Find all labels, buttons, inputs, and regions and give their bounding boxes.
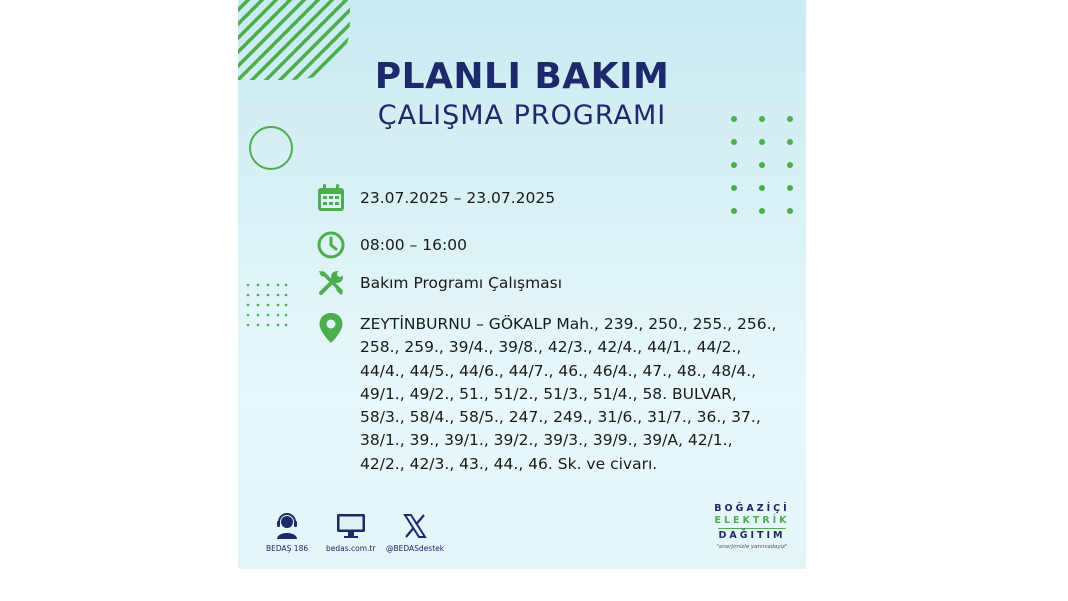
page-title: PLANLI BAKIM [374,56,670,97]
map-pin-icon [316,311,346,345]
page-subtitle: ÇALIŞMA PROGRAMI [377,100,667,131]
location-line: 42/2., 42/3., 43., 44., 46. Sk. ve civarı. [360,454,658,473]
announcement-card [238,0,806,569]
logo-line-1: BOĞAZİÇİ [714,503,790,514]
location-line: ZEYTİNBURNU – GÖKALP Mah., 239., 250., 255., 256., [360,315,777,333]
logo-tagline: "enerjimizle yanınızdayız" [716,544,788,550]
location-line: 49/1., 49/2., 51., 51/2., 51/3., 51/4., 58. BULVAR, [360,384,737,403]
website-contact[interactable] [326,512,375,553]
social-label: @BEDASdestek [386,544,445,553]
logo-divider [718,528,786,529]
dot-grid-decoration-left [246,283,288,327]
company-logo [712,503,792,550]
date-range: 23.07.2025 – 23.07.2025 [360,189,556,207]
location-line: 58/3., 58/4., 58/5., 247., 249., 31/6., 31/7., 36., 37., [360,408,761,427]
logo-line-3: DAĞITIM [718,530,786,541]
headset-agent-icon [273,512,301,540]
location-list [360,313,790,476]
time-row [316,230,467,260]
callcenter-label: BEDAŞ 186 [266,544,309,553]
callcenter-contact [266,512,308,553]
location-line: 38/1., 39., 39/1., 39/2., 39/3., 39/9., 39/A, 42/1., [360,431,733,450]
calendar-icon [316,183,346,213]
location-line: 44/4., 44/5., 44/6., 44/7., 46., 46/4., 47., 48., 48/4., [360,361,757,380]
monitor-icon [336,512,366,540]
x-logo-icon [401,512,429,540]
date-row [316,183,555,213]
location-line: 258., 259., 39/4., 39/8., 42/3., 42/4., 44/1., 44/2., [360,338,742,357]
wrench-screwdriver-icon [316,268,346,298]
logo-line-2: ELEKTRİK [714,515,790,526]
time-range: 08:00 – 16:00 [360,236,467,254]
website-label: bedas.com.tr [326,544,376,553]
circle-outline-decoration [249,126,293,170]
work-type-row [316,268,562,298]
clock-icon [316,230,346,260]
work-type: Bakım Programı Çalışması [360,274,563,292]
social-contact[interactable] [386,512,444,553]
location-row [316,311,790,476]
